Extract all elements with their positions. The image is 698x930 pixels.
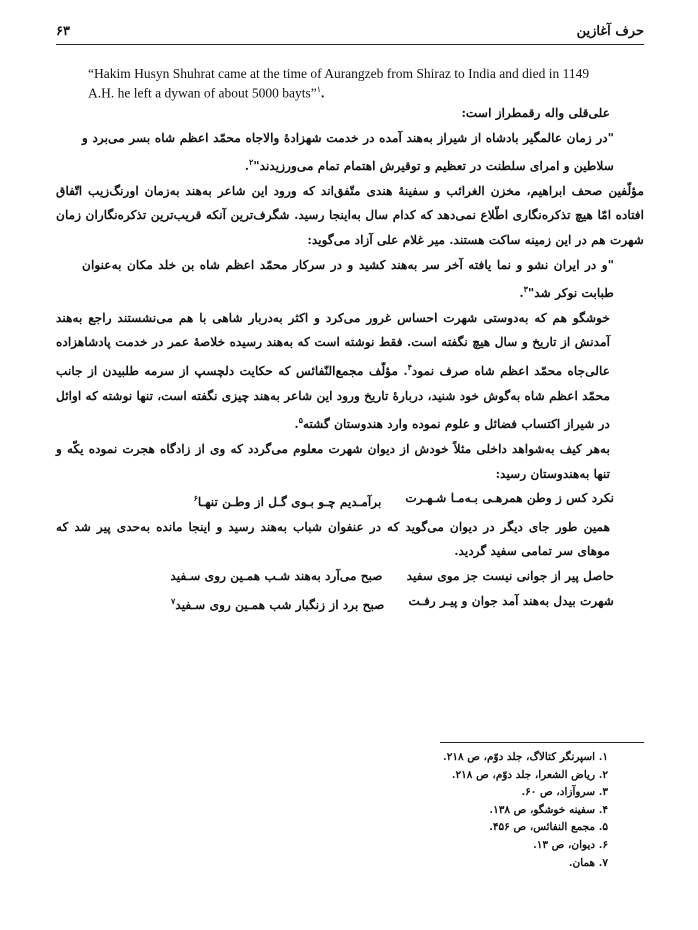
paragraph-text: به‌هر کیف به‌شواهد داخلی مثلاً خودش از دیوان شهرت معلوم می‌گردد که وی از زادگاه هجرت نموده یکّه و تنها به‌هندوستان رسید: <box>56 441 610 481</box>
hemistich: حاصل پیر از جوانی نیست جز موی سفید <box>406 569 614 583</box>
paragraph: خوشگو هم که به‌دوستی شهرت احساس غرور می‌کرد و اکثر به‌دربار شاهی با هم می‌نشستند راجع به‌هند آمدنش از تاریخ و سال هیچ نگفته است. فقط نوشته است که به‌هند رسیده خلاصهٔ عمر در خدمت پادشاهزاده عالی‌جاه محمّد اعظم شاه صرف نمود$^۴$. مؤلّف مجمع‌النّفائس که حکایت دلچسپ از سرمه طلبیدن از جانب محمّد اعظم شاه به‌گوش خود شنید، دربارهٔ تاریخ ورود این شاعر به‌هند چیزی نگفته است، تنها نوشته که اوائل در شیراز اکتساب فضائل و علوم نموده وارد هندوستان گشته$^۵$. <box>56 310 610 432</box>
footnote: ۵. مجمع النفائس، ص ۴۵۶. <box>489 821 608 834</box>
paragraph-text: خوشگو هم که به‌دوستی شهرت احساس غرور می‌کرد و اکثر به‌دربار شاهی با هم می‌نشستند راجع به‌هند آمدنش از تاریخ و سال هیچ نگفته است. فقط نوشته است که به‌هند رسیده خلاصهٔ عمر در خدمت پادشاهزاده عالی‌جاه محمّد اعظم شاه صرف نمود <box>56 310 610 379</box>
english-quote-text: “Hakim Husyn Shuhrat came at the time of Aurangzeb from Shiraz to India and died in 1149 A.H. he left a dywan of about 5000 bayts” <box>88 66 590 101</box>
hemistich: صبح می‌آرد به‌هند شـب همـین روی سـفید <box>170 569 383 583</box>
paragraph <box>56 101 644 126</box>
footnote-ref: ۶ <box>193 493 198 504</box>
body-text <box>56 101 644 617</box>
footnote: ۱. اسپرنگر کتالاگ، جلد دوّم، ص ۲۱۸. <box>443 751 608 763</box>
paragraph-text: همین طور جای دیگر در دیوان می‌گوید که در عنفوان شباب به‌هند رسید و اینجا مانده به‌حدی پیر شد که موهای سر تمامی سفید گردید. <box>56 519 610 559</box>
page-number: ۶۳ <box>56 24 70 39</box>
footnote: ۶. دیوان، ص ۱۳. <box>533 838 608 851</box>
footnote-list <box>56 749 644 872</box>
verse-line <box>56 564 644 589</box>
footnote-ref: ۲ <box>248 157 254 168</box>
paragraph-text: علی‌قلی واله رقمطراز است: <box>461 106 610 120</box>
paragraph-text: "و در ایران نشو و نما یافته آخر سر به‌هند کشید و در سرکار محمّد اعظم شاه بن خلد مکان به‌عنوان طبابت نوکر شد" <box>82 257 614 301</box>
english-quotation: “Hakim Husyn Shuhrat came at the time of Aurangzeb from Shiraz to India and died in 1149 A.H. he left a dywan of about 5000 bayts”$^١$. <box>88 66 590 101</box>
paragraph <box>56 437 644 486</box>
quotation-paragraph: "در زمان عالمگیر بادشاه از شیراز به‌هند آمده در خدمت شهزادهٔ والاجاه محمّد اعظم شاه بسر می‌برد و سلاطین و امرای سلطنت در تعظیم و توقیرش اهتمام تمام می‌ورزیدند"$^۲$. <box>82 130 614 174</box>
running-title: حرف آغازین <box>576 24 644 39</box>
paragraph-text: . مؤلّف مجمع‌النّفائس که حکایت دلچسپ از سرمه طلبیدن از جانب محمّد اعظم شاه به‌گوش خود شنید، دربارهٔ تاریخ ورود این شاعر به‌هند چیزی نگفته است، تنها نوشته که اوائل در شیراز اکتساب فضائل و علوم نموده وارد هندوستان گشته <box>56 364 610 432</box>
hemistich <box>171 589 385 618</box>
footnote-ref: ١ <box>316 85 321 94</box>
hemistich: شهرت بیدل به‌هند آمد جوان و پیـر رفـت <box>408 593 614 608</box>
footnote: ۴. سفینه خوشگو، ص ۱۳۸. <box>489 803 608 816</box>
footnote-ref: ۳ <box>523 284 528 295</box>
page-header <box>56 22 644 45</box>
paragraph <box>56 515 644 564</box>
verse-line <box>56 589 644 618</box>
paragraph-text: مؤلّفین صحف ابراهیم، مخزن الغرائب و سفینهٔ هندی متّفق‌اند که ورود این شاعر به‌هند به‌زمان اورنگ‌زیب اتّفاق افتاده امّا هیچ تذکره‌نگاری اطّلاع نمی‌دهد که کدام سال به‌اینجا رسید. شگرف‌ترین آنکه قریب‌ترین تذکره‌نگاران زمان شهرت هم در این زمینه ساکت هستند. میر غلام علی آزاد می‌گوید: <box>56 183 644 248</box>
footnote-ref: ۴ <box>407 362 412 373</box>
footnote-ref: ۵ <box>298 415 303 426</box>
verse-line <box>56 486 644 515</box>
footnote-ref: ۷ <box>171 595 176 606</box>
hemistich: نکرد کس ز وطن همرهـی بـه‌مـا شـهـرت <box>405 491 614 506</box>
footnote: ۳. سروآزاد، ص ۶۰. <box>521 786 608 799</box>
hemistich <box>194 486 382 515</box>
footnote-rule <box>440 742 644 743</box>
quotation-paragraph: "و در ایران نشو و نما یافته آخر سر به‌هند کشید و در سرکار محمّد اعظم شاه بن خلد مکان به‌عنوان طبابت نوکر شد"$^۳$. <box>82 257 614 301</box>
hemistich-text: برآمـدیم چـو بـوی گـل از وطـن تنهـا <box>197 495 382 510</box>
hemistich-text: صبح برد از زنگبار شب همـین روی سـفید <box>175 597 385 612</box>
paragraph-text: "در زمان عالمگیر بادشاه از شیراز به‌هند آمده در خدمت شهزادهٔ والاجاه محمّد اعظم شاه بسر می‌برد و سلاطین و امرای سلطنت در تعظیم و توقیرش اهتمام تمام می‌ورزیدند" <box>82 130 614 174</box>
footnotes <box>56 742 644 872</box>
paragraph <box>56 179 644 253</box>
footnote: ۷. همان. <box>568 856 608 869</box>
footnote: ۲. ریاض الشعرا، جلد دوّم، ص ۲۱۸. <box>451 768 608 781</box>
